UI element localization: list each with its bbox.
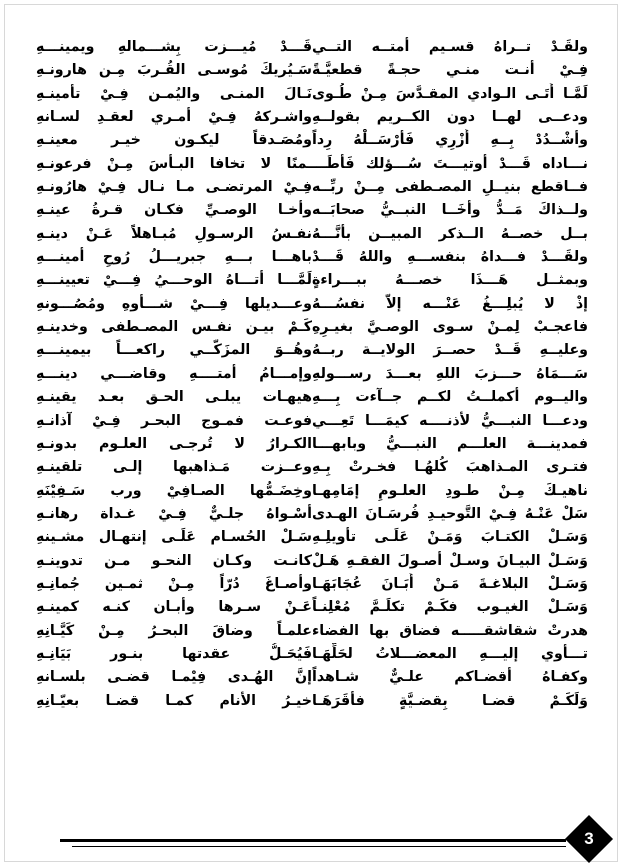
verse-line: فاعجـبْ لِمـنْ سـوى الوصـيَّ بغيـرِهِ	[312, 319, 588, 336]
verse-line: وَسَـلْ الكتـابَ وَمَـنْ عَلَـى تأويلِـهِ	[312, 529, 588, 546]
verse-line: وبمثــل هَـــذَا خصـــهُ ببـــراءةٍ	[312, 272, 588, 289]
verse-line: هدرتْ شقاشقـــــه فضاق بها الفضاء	[312, 622, 588, 639]
verse-line: ومُصَـدقاً ليكـون خيـر معينـهِ	[36, 132, 312, 149]
verse-line: وأخـا الوصـيِّ فكـان قـرةُ عينـهِ	[36, 202, 312, 219]
verse-line: فتـرى المـذاهبَ كُلهُـا فخـرتْ بِـهِ	[312, 459, 588, 476]
verse-line: نفـسُ الرسـولِ مُبـاهلاً عَـنْ دينـهِ	[36, 225, 312, 242]
verse-line: كَـمْ بيـن نفـس المصـطفى وخدينـهِ	[36, 319, 312, 336]
verse-line: وَلَكَـمْ قضـا بِقضـيَّةٍ فأقَرَهَـا	[312, 692, 588, 709]
verse-line: وأشْــدُدْ بِــهِ أَزْرِي فَأرْسَــلْهُ رِداً	[312, 132, 588, 149]
verse-line: لَمَّـا أَتَـى الـوادي المقـدَّسَ مِـنْ طُـوى	[312, 85, 588, 102]
verse-line: ولقَـــدْ فـــداهُ بنفســـهِ واللهُ قَـــدْ	[312, 249, 588, 266]
verse-line: سَـلْ الحُسـام عَلَـى إنتهـال مشـينهِ	[36, 529, 312, 546]
footer-rule	[60, 839, 566, 842]
verse-line: الكـرارُ لا تُرجـى العلـوم بدونـهِ	[36, 435, 312, 452]
verse-line: وَسَـلْ البيـانَ وسـلْ أصـولَ الفقـهِ هَـلْ	[312, 552, 588, 569]
verse-line: وكفـاهُ أقضـاكم علـيٌّ شـاهداً	[312, 669, 588, 686]
verse-line: سَـيُريكَ مُوسـى القُـربَ مِـن هارونـهِ	[36, 62, 312, 79]
verse-line: فمدينـــة العلـــم النبـــيُّ وبابهـــا	[312, 435, 588, 452]
footer-rule-thin	[72, 846, 566, 847]
verse-line: فَيُحَـلُّ عقدتها بنـور بَيَانِـهِ	[36, 645, 312, 662]
verse-line: فــاقطع بنيــلِ المصـطفى مِــنْ ربِّــه	[312, 179, 588, 196]
verse-line: ودعــى لهــا دون الكــريم بقولــهِ	[312, 109, 588, 126]
verse-line: فوعـت فمـوج البحـر فِـيْ آذانـهِ	[36, 412, 312, 429]
verse-line: وَسَـلْ الغيـوب فكَـمْ تكلَـمَّ مُعْلِنـاً	[312, 599, 588, 616]
verse-line: وخِضَـمُّها الصـافِيْ ورب سَـفِيْنَهِ	[36, 482, 312, 499]
verse-line: وإمـــامُ أمتــــهِ وقاضـــي دينـــهِ	[36, 365, 312, 382]
verse-line: باهـــا بـــهِ جبريـــلُ رُوحِ أمينـــهِ	[36, 249, 312, 266]
verse-line: وعـــديلها فِـــيْ شـــأوهِ ومُصُـــونهِ	[36, 295, 312, 312]
verse-line: لَمَّـــا أتـــاهُ الوحـــيُ فِـــيْ تعيينـــهِ	[36, 272, 312, 289]
verse-line: إنَّ الهُـدى فِيْمـا قضـى بلسـانهِ	[36, 669, 312, 686]
verse-line: وأصـاغَ دُرّاً مِـنْ ثمـين جُمانِـهِ	[36, 575, 312, 592]
verse-line: قَـــدْ مُيـــزت بِشـــمالهِ ويمينـــهِ	[36, 39, 312, 55]
verse-line: واشـركهُ فِـيْ أمـري لعقـدِ لسـانهِ	[36, 109, 312, 126]
verse-line: ولقَـدْ تــراهُ قسـيم أمتــه التــي	[312, 39, 588, 55]
poem-column-right	[312, 36, 588, 713]
verse-line: واليــوم أكملــتُ لكــم جــآءت بِـــهِ	[312, 389, 588, 406]
verse-line: وعليــهِ قَــدْ حصــرَ الولايــة ربــهُ	[312, 342, 588, 359]
verse-line: أسْـواهُ جلـيٌّ فِـيْ غـداة رهانـهِ	[36, 505, 312, 522]
verse-line: كانـت وكـان النحـو مـن تدوينـهِ	[36, 552, 312, 569]
verse-line: تـــأوي إليـــهِ المعضـــلاتُ لحَلِّهَـا	[312, 645, 588, 662]
page-number: 3	[584, 829, 594, 848]
verse-line: ناهيـكَ مِـنْ طـودِ العلـومِ إمَامِهـا	[312, 482, 588, 499]
verse-line: خيـرُ الأنام كمـا قضـا بعيّـانِهِ	[36, 692, 312, 709]
verse-line: نَـالَ المنـى واليُمـن فِـيْ تأمينـهِ	[36, 85, 312, 102]
verse-line: وعــزت مَـذاهبها إلـى تلقينـهِ	[36, 459, 312, 476]
verse-line: وهُــوَ المزَكّــي راكعـــاً بيمينـــهِ	[36, 342, 312, 359]
verse-line: نـــاداه قَـــدْ أوتيـــتَ سُـــؤلك فَأطَـــ	[312, 155, 588, 172]
verse-line: سَـــمَاهُ حـــزبَ اللهِ بعـــدَ رســـولهِ	[312, 365, 588, 382]
verse-line: ـمنًا لا تخافا البـأسَ مِـنْ فرعونـهِ	[36, 155, 312, 172]
verse-line: فِـيْ المرتضـى مـا نـال فِـيْ هارُونـهِ	[36, 179, 312, 196]
verse-line: بــل خصــهُ الــذكر المبيــن بأنَّـــهُ	[312, 225, 588, 242]
verse-line: ولــذاكَ مَــدُّ وأخَــا النبــيُّ صحابَــه	[312, 202, 588, 219]
verse-line: ودعـــا النبـــيُّ لأذنــــه كيمَـــا تَعِـــي	[312, 412, 588, 429]
verse-line: وَسَـلْ البلاغـةَ مَـنْ أَبَـانَ عُجَابَهَـا	[312, 575, 588, 592]
verse-line: سَلْ عَنْـهُ فِـيْ التَّوحيـدِ فُرسَـانَ الهـدى	[312, 505, 588, 522]
verse-line: علمـاً وضاقَ البحـرُ مِـنْ كَيَّـانِهِ	[36, 622, 312, 639]
poem-column-left	[36, 36, 312, 713]
verse-line: هيهـات يبلـى الحـق بعـد يقينـهِ	[36, 389, 312, 406]
verse-line: إذْ لا يُبلِـــغُ عَنْـــه إلاّ نفسُـــهُ	[312, 295, 588, 312]
verse-line: عَـنْ سـرها وأبـان كنـه كمينـهِ	[36, 599, 312, 616]
verse-line: فِـيْ أنـت منـي حجـةً قطعيَّـةً	[312, 62, 588, 79]
